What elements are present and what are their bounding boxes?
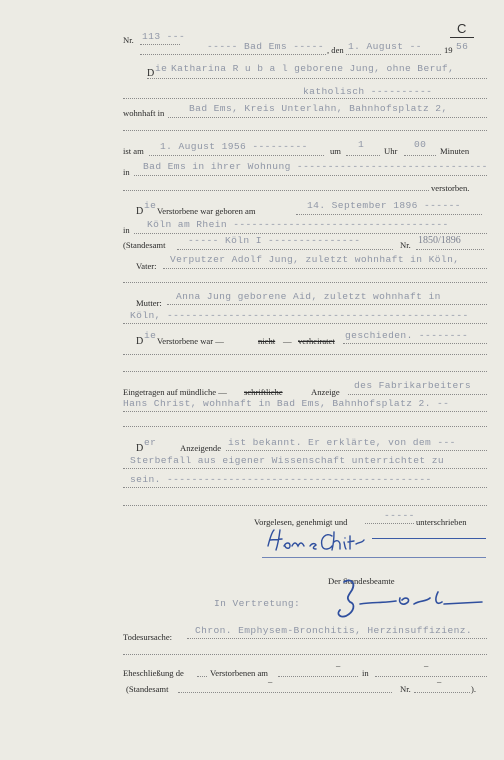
birth-nr-underline xyxy=(416,249,484,250)
hour-underline xyxy=(346,155,380,156)
statement-extra-line xyxy=(123,505,487,506)
marriage-standesamt-label: (Standesamt xyxy=(126,684,169,694)
mutter-label: Mutter: xyxy=(136,298,162,308)
vorgelesen-filler: ----- xyxy=(384,510,415,521)
birth-place: Köln am Rhein ----------------------------------- xyxy=(147,219,449,230)
signature-line-2 xyxy=(262,557,486,558)
um-label: um xyxy=(330,146,341,156)
father-extra-line xyxy=(123,282,487,283)
geboren-label: Verstorbene war geboren am xyxy=(157,206,256,216)
anzeigende-article-printed: D xyxy=(136,443,144,454)
corner-letter: C xyxy=(457,21,467,36)
minuten-label: Minuten xyxy=(440,146,470,156)
birth-nr-value: 1850/1896 xyxy=(418,235,461,246)
informant-underline-2 xyxy=(123,411,487,412)
death-date-underline xyxy=(149,155,324,156)
marriage-close: ). xyxy=(471,684,477,694)
marital-extra-line-2 xyxy=(123,371,487,372)
birth-date: 14. September 1896 ------ xyxy=(307,200,461,211)
struck-nicht: nicht xyxy=(258,336,276,346)
mother-underline xyxy=(167,304,487,305)
marriage-date-underline xyxy=(278,676,358,677)
standesbeamte-label: Der Standesbeamte xyxy=(328,576,395,586)
marriage-nr-dash: – xyxy=(437,676,442,686)
cause-underline xyxy=(187,638,487,639)
marital-status: geschieden. -------- xyxy=(345,330,469,341)
birth-place-underline xyxy=(134,233,487,234)
eingetragen-label: Eingetragen auf mündliche — xyxy=(123,387,227,397)
mother-extra-line xyxy=(123,323,487,324)
birth-registry-underline xyxy=(177,249,393,250)
official-signature xyxy=(310,572,490,622)
person-article-printed: D xyxy=(147,68,155,79)
death-place: Bad Ems in ihrer Wohnung ------------------------------- xyxy=(143,161,488,172)
residence-underline xyxy=(168,117,487,118)
mother-continued: Köln, ------------------------------------------------- xyxy=(130,310,469,321)
informant-line-2: Hans Christ, wohnhaft in Bad Ems, Bahnhofsplatz 2. -- xyxy=(123,398,450,409)
register-number: 113 --- xyxy=(142,31,186,42)
den-label: , den xyxy=(327,45,344,55)
marital-article-typed: ie xyxy=(144,330,157,341)
marriage-registry-underline xyxy=(178,692,392,693)
statement-underline-1 xyxy=(226,450,487,451)
residence: Bad Ems, Kreis Unterlahn, Bahnhofsplatz 2, xyxy=(189,103,448,114)
place-underline xyxy=(140,54,326,55)
marriage-de-underline xyxy=(197,676,207,677)
registry-date: 1. August -- xyxy=(348,41,422,52)
death-place-underline xyxy=(134,175,487,176)
mother: Anna Jung geborene Aid, zuletzt wohnhaft in xyxy=(176,291,441,302)
vorgelesen-label: Vorgelesen, genehmigt und xyxy=(254,517,348,527)
wohnhaft-label: wohnhaft in xyxy=(123,108,165,118)
cause-extra-line xyxy=(123,654,487,655)
minutes-underline xyxy=(404,155,436,156)
father: Verputzer Adolf Jung, zuletzt wohnhaft in Köln, xyxy=(170,254,460,265)
statement-underline-2 xyxy=(123,468,487,469)
marital-extra-line-1 xyxy=(123,354,487,355)
birth-article-printed: D xyxy=(136,206,144,217)
todesursache-label: Todesursache: xyxy=(123,632,173,642)
marriage-in-label: in xyxy=(362,668,369,678)
marriage-nr-label: Nr. xyxy=(400,684,411,694)
informant-signature xyxy=(262,524,372,560)
informant-extra-line xyxy=(123,426,487,427)
anzeigende-article-typed: er xyxy=(144,437,157,448)
name-underline xyxy=(147,78,487,79)
birth-in-label: in xyxy=(123,225,130,235)
nr-underline xyxy=(140,44,180,45)
standesamt-label: (Standesamt xyxy=(123,240,166,250)
religion-underline xyxy=(123,98,487,99)
year-prefix: 19 xyxy=(444,45,453,55)
marriage-date-dash: – xyxy=(336,660,341,670)
vertretung-label: In Vertretung: xyxy=(214,598,301,609)
vorgelesen-underline xyxy=(365,523,414,524)
informant-underline-1 xyxy=(348,394,487,395)
eheschliessung-label: Eheschließung de xyxy=(123,668,184,678)
marriage-place-dash: – xyxy=(424,660,429,670)
father-underline xyxy=(163,268,487,269)
person-article-typed: ie xyxy=(155,63,168,74)
nr-label: Nr. xyxy=(123,35,134,45)
informant-line-1: des Fabrikarbeiters xyxy=(354,380,471,391)
death-date: 1. August 1956 --------- xyxy=(160,141,308,152)
struck-verheiratet: verheiratet xyxy=(298,336,335,346)
death-minutes: 00 xyxy=(414,139,427,150)
marriage-place-underline xyxy=(375,676,487,677)
uhr-label: Uhr xyxy=(384,146,398,156)
cause-of-death: Chron. Emphysem-Bronchitis, Herzinsuffizienz. xyxy=(195,625,473,636)
signature-line-blue xyxy=(372,538,486,539)
marital-label: Verstorbene war — xyxy=(157,336,224,346)
marital-underline xyxy=(343,343,487,344)
death-in-label: in xyxy=(123,167,130,177)
ist-am-label: ist am xyxy=(123,146,144,156)
verstorben-label: verstorben. xyxy=(431,183,470,193)
birth-date-underline xyxy=(296,214,482,215)
statement-line-2: Sterbefall aus eigener Wissenschaft unterrichtet zu xyxy=(130,455,445,466)
unterschrieben-label: unterschrieben xyxy=(416,517,467,527)
marital-dash: — xyxy=(283,336,292,346)
statement-line-3: sein. ------------------------------------------- xyxy=(130,474,432,485)
anzeige-label: Anzeige xyxy=(311,387,340,397)
religion: katholisch ---------- xyxy=(303,86,433,97)
date-underline xyxy=(346,54,441,55)
marriage-nr-underline xyxy=(414,692,470,693)
death-hour: 1 xyxy=(358,139,365,150)
residence-extra-line xyxy=(123,130,487,131)
struck-schriftliche: schriftliche xyxy=(244,387,283,397)
marital-article-printed: D xyxy=(136,336,144,347)
statement-underline-3 xyxy=(123,487,487,488)
corner-underline xyxy=(450,37,474,38)
deceased-name: Katharina R u b a l geborene Jung, ohne Beruf, xyxy=(171,63,455,74)
year-value: 56 xyxy=(456,41,469,52)
birth-article-typed: ie xyxy=(144,200,157,211)
marriage-registry-dash: – xyxy=(268,676,273,686)
statement-line-1: ist bekannt. Er erklärte, von dem --- xyxy=(228,437,456,448)
verstorbenen-am-label: Verstorbenen am xyxy=(210,668,268,678)
registry-place: ----- Bad Ems ----- xyxy=(207,41,324,52)
anzeigende-label: Anzeigende xyxy=(180,443,222,453)
birth-nr-label: Nr. xyxy=(400,240,411,250)
birth-registry: ----- Köln I --------------- xyxy=(188,235,361,246)
death-place-extra-line xyxy=(123,190,429,191)
vater-label: Vater: xyxy=(136,261,157,271)
